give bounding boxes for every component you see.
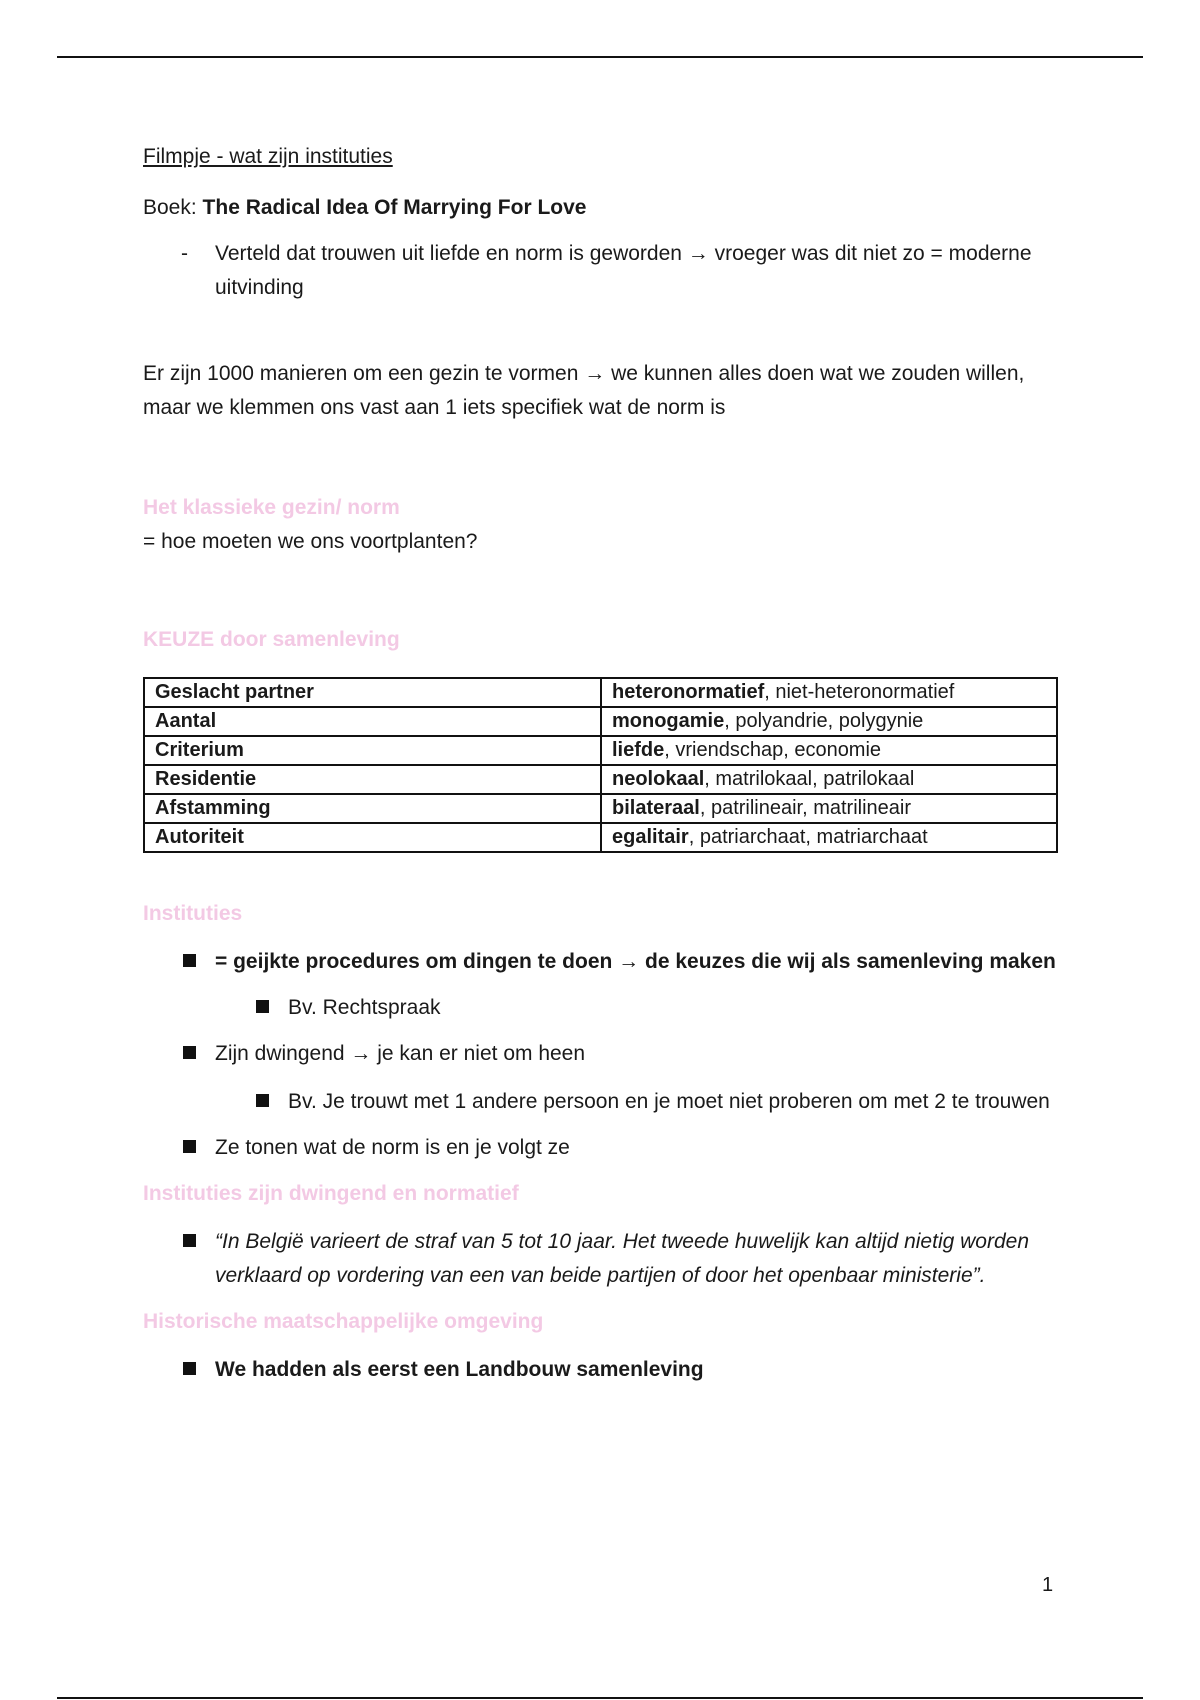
table-cell-options xyxy=(601,736,1057,765)
table-cell-label: Aantal xyxy=(144,707,601,736)
list-item xyxy=(143,1353,1063,1387)
table-cell-options xyxy=(601,794,1057,823)
video-link[interactable] xyxy=(143,140,1063,174)
heading-institutions: Instituties xyxy=(143,902,243,925)
option-main: monogamie xyxy=(612,710,725,732)
table-cell-options xyxy=(601,707,1057,736)
option-main: liefde xyxy=(612,739,665,761)
list-item-text: Bv. Rechtspraak xyxy=(288,996,441,1019)
heading-classic-family: Het klassieke gezin/ norm xyxy=(143,496,400,519)
book-bullet-text: Verteld dat trouwen uit liefde en norm is geworden → vroeger was dit niet zo = moderne uitvinding xyxy=(215,242,1032,299)
classic-family-text: = hoe moeten we ons voortplanten? xyxy=(143,530,478,553)
square-bullet-icon xyxy=(183,1234,196,1247)
book-prefix: Boek: xyxy=(143,196,203,219)
list-item xyxy=(143,991,1063,1025)
intro-paragraph: Er zijn 1000 manieren om een gezin te vormen → we kunnen alles doen wat we zouden willen, maar we klemmen ons vast aan 1 iets specifiek wat de norm is xyxy=(143,362,1025,419)
option-main: neolokaal xyxy=(612,768,705,790)
heading-society-choice: KEUZE door samenleving xyxy=(143,628,400,651)
table-cell-options xyxy=(601,765,1057,794)
list-item-text: We hadden als eerst een Landbouw samenleving xyxy=(215,1358,704,1381)
square-bullet-icon xyxy=(183,1046,196,1059)
page-number: 1 xyxy=(1042,1574,1054,1596)
bottom-rule xyxy=(57,1697,1143,1699)
list-item-text: Ze tonen wat de norm is en je volgt ze xyxy=(215,1136,570,1159)
list-item-text: Bv. Je trouwt met 1 andere persoon en je moet niet proberen om met 2 te trouwen xyxy=(288,1090,1050,1113)
dash-marker: - xyxy=(181,242,188,265)
square-bullet-icon xyxy=(256,1094,269,1107)
table-cell-label: Residentie xyxy=(144,765,601,794)
heading-coercive: Instituties zijn dwingend en normatief xyxy=(143,1182,519,1205)
table-row xyxy=(144,678,1057,707)
list-item xyxy=(143,1037,1063,1071)
option-main: heteronormatief xyxy=(612,681,765,703)
list-item xyxy=(143,1085,1063,1119)
option-rest: , polyandrie, polygynie xyxy=(724,710,924,732)
table-cell-label: Autoriteit xyxy=(144,823,601,852)
table-row xyxy=(144,765,1057,794)
square-bullet-icon xyxy=(183,1140,196,1153)
table-cell-label: Geslacht partner xyxy=(144,678,601,707)
list-item-text: = geijkte procedures om dingen te doen → de keuzes die wij als samenleving maken xyxy=(215,950,1056,973)
option-rest: , niet-heteronormatief xyxy=(764,681,955,703)
table-row xyxy=(144,736,1057,765)
list-item xyxy=(143,1225,1063,1293)
table-cell-options xyxy=(601,678,1057,707)
table-row xyxy=(144,794,1057,823)
square-bullet-icon xyxy=(183,1362,196,1375)
table-cell-label: Criterium xyxy=(144,736,601,765)
document-page xyxy=(143,140,1063,1387)
table-cell-options xyxy=(601,823,1057,852)
option-rest: , matrilokaal, patrilokaal xyxy=(704,768,915,790)
list-item xyxy=(143,1131,1063,1165)
list-item-text: Zijn dwingend → je kan er niet om heen xyxy=(215,1042,586,1065)
book-bullet xyxy=(143,237,1063,305)
square-bullet-icon xyxy=(183,954,196,967)
square-bullet-icon xyxy=(256,1000,269,1013)
option-rest: , patriarchaat, matriarchaat xyxy=(688,826,928,848)
choice-table xyxy=(143,677,1058,853)
top-rule xyxy=(57,56,1143,58)
option-main: bilateraal xyxy=(612,797,700,819)
book-title: The Radical Idea Of Marrying For Love xyxy=(202,196,587,219)
table-cell-label: Afstamming xyxy=(144,794,601,823)
table-row xyxy=(144,707,1057,736)
option-rest: , vriendschap, economie xyxy=(664,739,882,761)
video-link-text[interactable]: Filmpje - wat zijn instituties xyxy=(143,145,393,168)
option-main: egalitair xyxy=(612,826,689,848)
list-item xyxy=(143,945,1063,979)
option-rest: , patrilineair, matrilineair xyxy=(699,797,912,819)
book-line xyxy=(143,191,1063,225)
table-row xyxy=(144,823,1057,852)
quote-text: “In België varieert de straf van 5 tot 10 jaar. Het tweede huwelijk kan altijd nietig worden verklaard op vordering van een van beide partijen of door het openbaar ministerie”. xyxy=(215,1230,1029,1287)
heading-history: Historische maatschappelijke omgeving xyxy=(143,1310,544,1333)
